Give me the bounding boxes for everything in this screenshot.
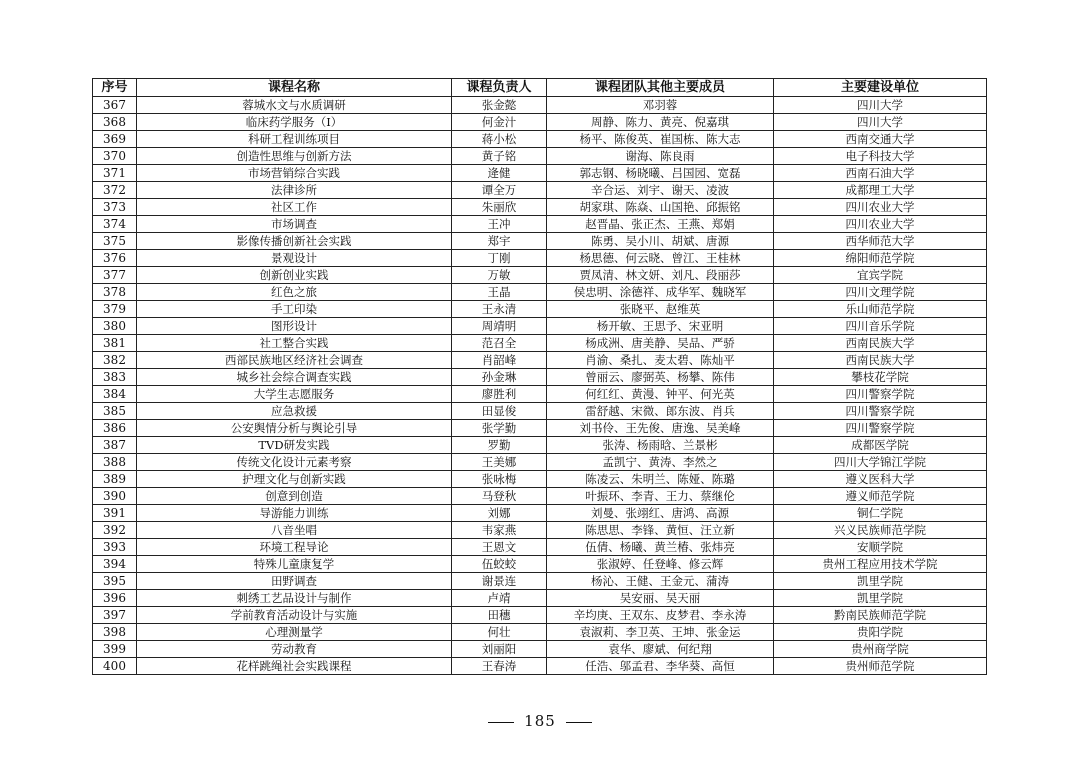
cell-col-unit: 四川农业大学 [774, 199, 987, 216]
cell-col-course-name: 大学生志愿服务 [137, 386, 452, 403]
cell-col-team: 张淑婷、任登峰、修云辉 [547, 556, 774, 573]
table-row [93, 148, 987, 165]
cell-col-seq: 395 [93, 573, 137, 590]
cell-col-seq: 377 [93, 267, 137, 284]
course-table [92, 78, 987, 675]
cell-col-seq: 392 [93, 522, 137, 539]
table-row [93, 624, 987, 641]
cell-col-course-name: 影像传播创新社会实践 [137, 233, 452, 250]
table-row [93, 488, 987, 505]
cell-col-seq: 390 [93, 488, 137, 505]
cell-col-team: 伍倩、杨曦、黄兰椿、张炜亮 [547, 539, 774, 556]
cell-col-team: 何红红、黄漫、钟平、何光英 [547, 386, 774, 403]
cell-col-unit: 四川大学 [774, 114, 987, 131]
cell-col-seq: 369 [93, 131, 137, 148]
cell-col-unit: 四川警察学院 [774, 403, 987, 420]
cell-col-unit: 贵州工程应用技术学院 [774, 556, 987, 573]
table-row [93, 335, 987, 352]
cell-col-lead: 田显俊 [452, 403, 547, 420]
cell-col-seq: 381 [93, 335, 137, 352]
header-col-lead: 课程负责人 [452, 79, 547, 97]
cell-col-lead: 王冲 [452, 216, 547, 233]
cell-col-lead: 王恩文 [452, 539, 547, 556]
cell-col-seq: 394 [93, 556, 137, 573]
cell-col-unit: 遵义师范学院 [774, 488, 987, 505]
table-row [93, 318, 987, 335]
cell-col-seq: 388 [93, 454, 137, 471]
cell-col-unit: 四川大学 [774, 97, 987, 114]
cell-col-course-name: 特殊儿童康复学 [137, 556, 452, 573]
cell-col-unit: 西华师范大学 [774, 233, 987, 250]
cell-col-seq: 399 [93, 641, 137, 658]
table-row [93, 216, 987, 233]
cell-col-team: 张涛、杨雨晗、兰景彬 [547, 437, 774, 454]
cell-col-lead: 丁刚 [452, 250, 547, 267]
cell-col-course-name: 田野调查 [137, 573, 452, 590]
cell-col-unit: 黔南民族师范学院 [774, 607, 987, 624]
cell-col-team: 贾凤清、林文妍、刘凡、段丽莎 [547, 267, 774, 284]
cell-col-unit: 四川文理学院 [774, 284, 987, 301]
cell-col-unit: 电子科技大学 [774, 148, 987, 165]
table-row [93, 505, 987, 522]
cell-col-lead: 刘娜 [452, 505, 547, 522]
cell-col-course-name: 创意到创造 [137, 488, 452, 505]
cell-col-course-name: 刺绣工艺品设计与制作 [137, 590, 452, 607]
cell-col-unit: 四川农业大学 [774, 216, 987, 233]
cell-col-lead: 逄健 [452, 165, 547, 182]
cell-col-course-name: 市场调查 [137, 216, 452, 233]
cell-col-lead: 周靖明 [452, 318, 547, 335]
table-row [93, 386, 987, 403]
cell-col-course-name: 手工印染 [137, 301, 452, 318]
cell-col-lead: 黄子铭 [452, 148, 547, 165]
table-row [93, 522, 987, 539]
table-row [93, 454, 987, 471]
cell-col-seq: 385 [93, 403, 137, 420]
cell-col-unit: 凯里学院 [774, 573, 987, 590]
cell-col-seq: 371 [93, 165, 137, 182]
cell-col-unit: 兴义民族师范学院 [774, 522, 987, 539]
cell-col-lead: 朱丽欣 [452, 199, 547, 216]
cell-col-unit: 西南石油大学 [774, 165, 987, 182]
cell-col-course-name: 劳动教育 [137, 641, 452, 658]
table-row [93, 403, 987, 420]
table-row [93, 182, 987, 199]
cell-col-seq: 393 [93, 539, 137, 556]
page-number-value: 185 [524, 712, 556, 730]
cell-col-unit: 遵义医科大学 [774, 471, 987, 488]
cell-col-team: 谢海、陈良雨 [547, 148, 774, 165]
cell-col-seq: 383 [93, 369, 137, 386]
cell-col-unit: 成都医学院 [774, 437, 987, 454]
cell-col-lead: 王晶 [452, 284, 547, 301]
cell-col-lead: 张金懿 [452, 97, 547, 114]
cell-col-team: 杨开敏、王思予、宋亚明 [547, 318, 774, 335]
cell-col-seq: 386 [93, 420, 137, 437]
table-row [93, 284, 987, 301]
cell-col-seq: 398 [93, 624, 137, 641]
cell-col-unit: 贵阳学院 [774, 624, 987, 641]
cell-col-seq: 373 [93, 199, 137, 216]
cell-col-seq: 387 [93, 437, 137, 454]
cell-col-unit: 贵州师范学院 [774, 658, 987, 675]
cell-col-course-name: 社区工作 [137, 199, 452, 216]
cell-col-team: 赵晋晶、张正杰、王燕、郑娟 [547, 216, 774, 233]
page-number-dash-right [566, 722, 592, 723]
cell-col-seq: 376 [93, 250, 137, 267]
cell-col-seq: 382 [93, 352, 137, 369]
cell-col-lead: 谢景连 [452, 573, 547, 590]
cell-col-lead: 郑宇 [452, 233, 547, 250]
cell-col-course-name: 创新创业实践 [137, 267, 452, 284]
cell-col-course-name: 图形设计 [137, 318, 452, 335]
cell-col-team: 陈勇、吴小川、胡斌、唐源 [547, 233, 774, 250]
table-row [93, 114, 987, 131]
cell-col-seq: 372 [93, 182, 137, 199]
cell-col-seq: 370 [93, 148, 137, 165]
cell-col-course-name: 创造性思维与创新方法 [137, 148, 452, 165]
cell-col-unit: 四川大学锦江学院 [774, 454, 987, 471]
cell-col-unit: 凯里学院 [774, 590, 987, 607]
cell-col-lead: 王美娜 [452, 454, 547, 471]
cell-col-lead: 张学勤 [452, 420, 547, 437]
cell-col-lead: 王春涛 [452, 658, 547, 675]
cell-col-lead: 卢靖 [452, 590, 547, 607]
cell-col-unit: 贵州商学院 [774, 641, 987, 658]
table-row [93, 199, 987, 216]
cell-col-course-name: 法律诊所 [137, 182, 452, 199]
cell-col-course-name: 市场营销综合实践 [137, 165, 452, 182]
cell-col-course-name: 西部民族地区经济社会调查 [137, 352, 452, 369]
cell-col-lead: 伍蛟蛟 [452, 556, 547, 573]
cell-col-lead: 肖韶峰 [452, 352, 547, 369]
cell-col-team: 辛均庚、王双东、皮梦君、李永涛 [547, 607, 774, 624]
table-row [93, 590, 987, 607]
cell-col-unit: 安顺学院 [774, 539, 987, 556]
table-row [93, 607, 987, 624]
cell-col-course-name: 景观设计 [137, 250, 452, 267]
cell-col-team: 雷舒越、宋微、郎东波、肖兵 [547, 403, 774, 420]
cell-col-seq: 380 [93, 318, 137, 335]
cell-col-lead: 田穗 [452, 607, 547, 624]
cell-col-seq: 379 [93, 301, 137, 318]
header-col-team: 课程团队其他主要成员 [547, 79, 774, 97]
cell-col-team: 袁淑莉、李卫英、王坤、张金运 [547, 624, 774, 641]
cell-col-course-name: 公安舆情分析与舆论引导 [137, 420, 452, 437]
cell-col-course-name: 导游能力训练 [137, 505, 452, 522]
cell-col-team: 任浩、邬孟君、李华葵、高恒 [547, 658, 774, 675]
cell-col-team: 吴安丽、吴天丽 [547, 590, 774, 607]
cell-col-lead: 孙金琳 [452, 369, 547, 386]
page-number-dash-left [488, 722, 514, 723]
cell-col-unit: 攀枝花学院 [774, 369, 987, 386]
cell-col-course-name: 社工整合实践 [137, 335, 452, 352]
table-row [93, 471, 987, 488]
cell-col-seq: 389 [93, 471, 137, 488]
cell-col-unit: 宜宾学院 [774, 267, 987, 284]
table-body [93, 97, 987, 675]
cell-col-lead: 蒋小松 [452, 131, 547, 148]
header-col-course-name: 课程名称 [137, 79, 452, 97]
table-row [93, 369, 987, 386]
cell-col-lead: 王永清 [452, 301, 547, 318]
cell-col-unit: 成都理工大学 [774, 182, 987, 199]
table-row [93, 352, 987, 369]
cell-col-lead: 谭全万 [452, 182, 547, 199]
cell-col-unit: 绵阳师范学院 [774, 250, 987, 267]
cell-col-course-name: 科研工程训练项目 [137, 131, 452, 148]
cell-col-course-name: 八音坐唱 [137, 522, 452, 539]
cell-col-team: 刘书伶、王先俊、唐逸、吴美峰 [547, 420, 774, 437]
table-row [93, 420, 987, 437]
cell-col-lead: 何壮 [452, 624, 547, 641]
cell-col-team: 叶振环、李青、王力、蔡继伦 [547, 488, 774, 505]
cell-col-unit: 西南民族大学 [774, 335, 987, 352]
cell-col-seq: 400 [93, 658, 137, 675]
cell-col-team: 辛合运、刘宇、谢天、凌波 [547, 182, 774, 199]
cell-col-lead: 何金汁 [452, 114, 547, 131]
header-col-seq: 序号 [93, 79, 137, 97]
cell-col-team: 周静、陈力、黄亮、倪嘉琪 [547, 114, 774, 131]
cell-col-team: 杨成洲、唐美静、吴品、严骄 [547, 335, 774, 352]
cell-col-seq: 367 [93, 97, 137, 114]
cell-col-team: 陈思思、李锋、黄恒、汪立新 [547, 522, 774, 539]
table-row [93, 556, 987, 573]
cell-col-course-name: 传统文化设计元素考察 [137, 454, 452, 471]
cell-col-seq: 384 [93, 386, 137, 403]
cell-col-seq: 378 [93, 284, 137, 301]
page-number [0, 712, 1080, 730]
cell-col-unit: 四川警察学院 [774, 420, 987, 437]
cell-col-seq: 396 [93, 590, 137, 607]
cell-col-seq: 391 [93, 505, 137, 522]
cell-col-course-name: 应急救援 [137, 403, 452, 420]
table-row [93, 658, 987, 675]
cell-col-lead: 罗勤 [452, 437, 547, 454]
cell-col-lead: 范召全 [452, 335, 547, 352]
cell-col-course-name: 蓉城水文与水质调研 [137, 97, 452, 114]
header-row [93, 79, 987, 97]
cell-col-team: 袁华、廖斌、何纪翔 [547, 641, 774, 658]
cell-col-seq: 375 [93, 233, 137, 250]
table-row [93, 437, 987, 454]
cell-col-team: 侯忠明、涂德祥、成华军、魏晓军 [547, 284, 774, 301]
cell-col-lead: 韦家燕 [452, 522, 547, 539]
cell-col-course-name: 红色之旅 [137, 284, 452, 301]
cell-col-course-name: 环境工程导论 [137, 539, 452, 556]
cell-col-lead: 刘丽阳 [452, 641, 547, 658]
cell-col-team: 胡家琪、陈焱、山国艳、邱振铭 [547, 199, 774, 216]
table-row [93, 165, 987, 182]
table-header [93, 79, 987, 97]
cell-col-team: 杨思德、何云晓、曾江、王桂林 [547, 250, 774, 267]
cell-col-team: 邓羽蓉 [547, 97, 774, 114]
cell-col-course-name: 心理测量学 [137, 624, 452, 641]
cell-col-team: 杨平、陈俊英、崔国栋、陈大志 [547, 131, 774, 148]
cell-col-lead: 廖胜利 [452, 386, 547, 403]
cell-col-team: 陈凌云、朱明兰、陈娅、陈璐 [547, 471, 774, 488]
cell-col-unit: 西南民族大学 [774, 352, 987, 369]
cell-col-course-name: 护理文化与创新实践 [137, 471, 452, 488]
cell-col-seq: 397 [93, 607, 137, 624]
table-row [93, 97, 987, 114]
cell-col-course-name: TVD研发实践 [137, 437, 452, 454]
cell-col-unit: 四川音乐学院 [774, 318, 987, 335]
cell-col-seq: 368 [93, 114, 137, 131]
table-row [93, 267, 987, 284]
cell-col-course-name: 花样跳绳社会实践课程 [137, 658, 452, 675]
cell-col-unit: 铜仁学院 [774, 505, 987, 522]
cell-col-unit: 西南交通大学 [774, 131, 987, 148]
table-row [93, 131, 987, 148]
table-row [93, 573, 987, 590]
table-row [93, 233, 987, 250]
cell-col-team: 张晓平、赵维英 [547, 301, 774, 318]
cell-col-team: 孟凯宁、黄涛、李然之 [547, 454, 774, 471]
cell-col-lead: 马登秋 [452, 488, 547, 505]
cell-col-team: 肖渝、桑扎、麦太碧、陈灿平 [547, 352, 774, 369]
cell-col-team: 曾丽云、廖弼英、杨攀、陈伟 [547, 369, 774, 386]
cell-col-team: 杨沁、王健、王金元、蒲涛 [547, 573, 774, 590]
cell-col-course-name: 临床药学服务（I） [137, 114, 452, 131]
cell-col-lead: 张咏梅 [452, 471, 547, 488]
table-row [93, 250, 987, 267]
header-col-unit: 主要建设单位 [774, 79, 987, 97]
table-row [93, 301, 987, 318]
cell-col-seq: 374 [93, 216, 137, 233]
cell-col-lead: 万敏 [452, 267, 547, 284]
table-row [93, 539, 987, 556]
cell-col-course-name: 城乡社会综合调查实践 [137, 369, 452, 386]
cell-col-unit: 四川警察学院 [774, 386, 987, 403]
cell-col-team: 刘曼、张翊红、唐鸿、高源 [547, 505, 774, 522]
cell-col-team: 郭志钢、杨晓曦、吕国园、宽磊 [547, 165, 774, 182]
table-row [93, 641, 987, 658]
cell-col-unit: 乐山师范学院 [774, 301, 987, 318]
cell-col-course-name: 学前教育活动设计与实施 [137, 607, 452, 624]
